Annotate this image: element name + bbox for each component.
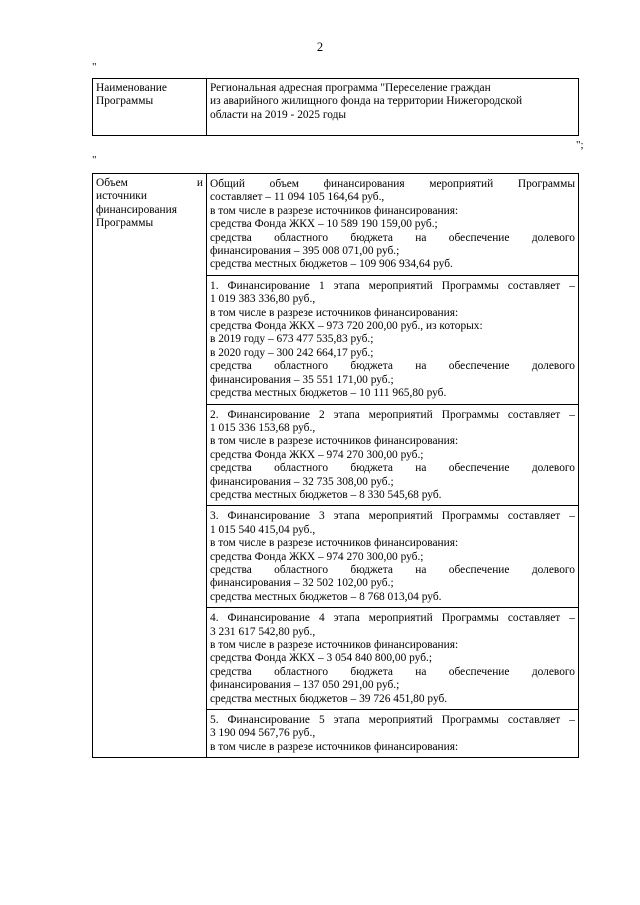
funding-line: в том числе в разрезе источников финансирования: bbox=[210, 537, 459, 550]
funding-line: в том числе в разрезе источников финансирования: bbox=[210, 204, 459, 217]
funding-line: 4. Финансирование 4 этапа мероприятий Программы составляет – bbox=[210, 612, 575, 625]
funding-line: средства областного бюджета на обеспечение долевого bbox=[210, 665, 575, 678]
funding-line: составляет – 11 094 105 164,64 руб., bbox=[210, 191, 385, 204]
funding-stage-block bbox=[207, 405, 578, 507]
close-quote: "; bbox=[576, 139, 584, 151]
program-name-table bbox=[92, 78, 579, 136]
funding-line: в 2019 году – 673 477 535,83 руб.; bbox=[210, 333, 374, 346]
funding-label-line: источники bbox=[96, 190, 147, 203]
funding-line: 2. Финансирование 2 этапа мероприятий Программы составляет – bbox=[210, 408, 575, 421]
funding-stage-block bbox=[207, 710, 578, 757]
funding-line: 3 190 094 567,76 руб., bbox=[210, 727, 316, 740]
funding-line: финансирования – 137 050 291,00 руб.; bbox=[210, 679, 400, 692]
funding-label-line: Программы bbox=[96, 217, 154, 230]
funding-line: в том числе в разрезе источников финансирования: bbox=[210, 435, 459, 448]
funding-line: 1 015 336 153,68 руб., bbox=[210, 421, 316, 434]
funding-line: средства областного бюджета на обеспечение долевого bbox=[210, 231, 575, 244]
funding-line: 3 231 617 542,80 руб., bbox=[210, 625, 316, 638]
funding-line: средства областного бюджета на обеспечение долевого bbox=[210, 563, 575, 576]
funding-line: 5. Финансирование 5 этапа мероприятий Программы составляет – bbox=[210, 714, 575, 727]
funding-line: 1 019 383 336,80 руб., bbox=[210, 293, 316, 306]
program-name-value-line: области на 2019 - 2025 годы bbox=[210, 108, 347, 121]
program-name-label-line: Наименование bbox=[96, 82, 167, 94]
open-quote-top: " bbox=[92, 61, 97, 73]
funding-line: средства Фонда ЖКХ – 974 270 300,00 руб.; bbox=[210, 448, 424, 461]
funding-label-cell bbox=[93, 174, 207, 758]
funding-line: средства местных бюджетов – 8 768 013,04 руб. bbox=[210, 590, 442, 603]
funding-line: средства областного бюджета на обеспечение долевого bbox=[210, 360, 575, 373]
funding-line: средства Фонда ЖКХ – 10 589 190 159,00 руб.; bbox=[210, 218, 438, 231]
program-name-value-line: из аварийного жилищного фонда на территории Нижегородской bbox=[210, 95, 523, 108]
funding-line: средства областного бюджета на обеспечение долевого bbox=[210, 462, 575, 475]
funding-line: 1. Финансирование 1 этапа мероприятий Программы составляет – bbox=[210, 279, 575, 292]
funding-line: средства Фонда ЖКХ – 974 270 300,00 руб.; bbox=[210, 550, 424, 563]
funding-line: средства местных бюджетов – 39 726 451,80 руб. bbox=[210, 692, 448, 705]
funding-stage-block bbox=[207, 276, 578, 405]
funding-line: в том числе в разрезе источников финансирования: bbox=[210, 306, 459, 319]
page-number: 2 bbox=[316, 40, 324, 54]
funding-line: средства Фонда ЖКХ – 3 054 840 800,00 руб.; bbox=[210, 652, 433, 665]
funding-line: в том числе в разрезе источников финансирования: bbox=[210, 639, 459, 651]
open-quote-bottom: " bbox=[92, 154, 97, 166]
funding-line: средства местных бюджетов – 8 330 545,68 руб. bbox=[210, 488, 442, 501]
funding-total-block bbox=[207, 174, 578, 276]
program-name-row bbox=[93, 79, 579, 136]
funding-line: в том числе в разрезе источников финансирования: bbox=[210, 740, 459, 753]
funding-line: Общий объем финансирования мероприятий Программы bbox=[210, 178, 575, 190]
funding-stage-block bbox=[207, 506, 578, 608]
funding-line: 3. Финансирование 3 этапа мероприятий Программы составляет – bbox=[210, 510, 575, 523]
funding-label-line: финансирования bbox=[96, 203, 177, 216]
funding-line: финансирования – 32 735 308,00 руб.; bbox=[210, 475, 394, 488]
funding-line: финансирования – 395 008 071,00 руб.; bbox=[210, 245, 400, 258]
program-name-value-cell bbox=[207, 79, 579, 136]
funding-line: средства местных бюджетов – 10 111 965,80 руб. bbox=[210, 387, 447, 400]
program-name-label-cell bbox=[93, 79, 207, 136]
funding-table bbox=[92, 173, 579, 758]
funding-row bbox=[93, 174, 579, 758]
funding-stage-block bbox=[207, 608, 578, 710]
funding-label-line: Объем и bbox=[96, 177, 203, 189]
funding-line: 1 015 540 415,04 руб., bbox=[210, 523, 316, 536]
funding-line: средства Фонда ЖКХ – 973 720 200,00 руб., из которых: bbox=[210, 320, 483, 333]
funding-line: средства местных бюджетов – 109 906 934,64 руб. bbox=[210, 258, 453, 271]
funding-details-cell bbox=[207, 174, 579, 758]
funding-line: финансирования – 35 551 171,00 руб.; bbox=[210, 373, 394, 386]
program-name-label-line: Программы bbox=[96, 95, 154, 108]
funding-line: в 2020 году – 300 242 664,17 руб.; bbox=[210, 346, 374, 359]
program-name-value-line: Региональная адресная программа "Переселение граждан bbox=[210, 82, 491, 94]
funding-blocks bbox=[207, 174, 578, 757]
funding-line: финансирования – 32 502 102,00 руб.; bbox=[210, 577, 394, 590]
